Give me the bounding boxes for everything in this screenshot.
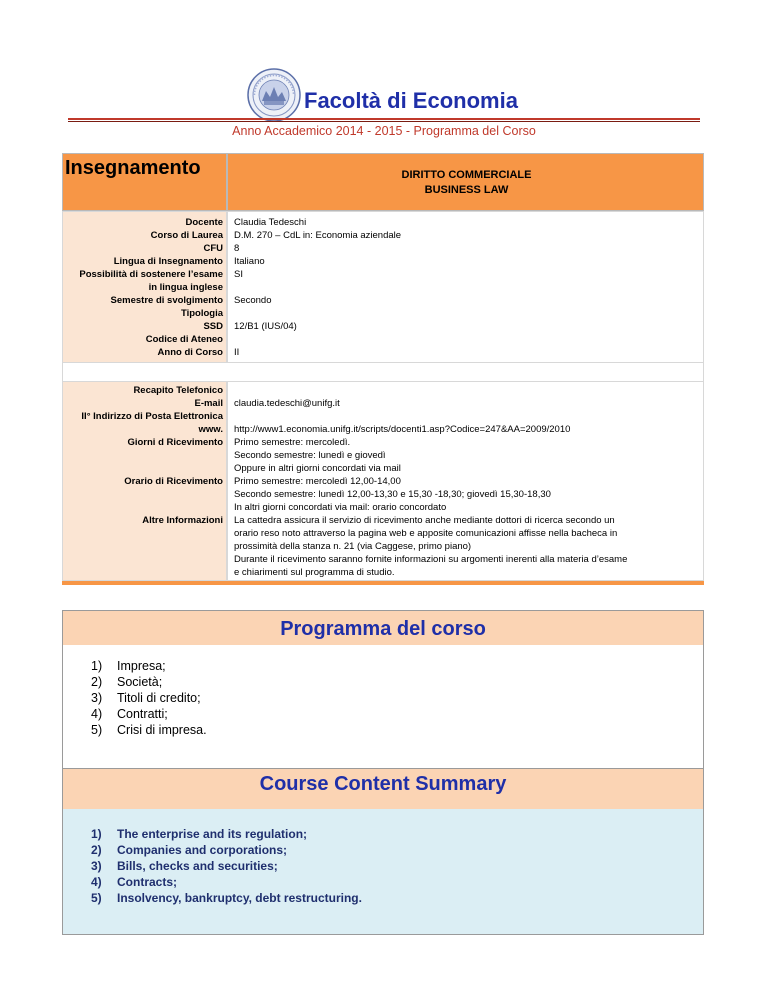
value-www-link[interactable]: http://www1.economia.unifg.it/scripts/docenti1.asp?Codice=247&AA=2009/2010	[234, 424, 571, 435]
list-text: Insolvency, bankruptcy, debt restructuring.	[117, 891, 362, 905]
altre-line-5: e chiarimenti sul programma di studio.	[234, 567, 395, 578]
list-number: 3)	[91, 691, 103, 705]
list-text: Contratti;	[117, 707, 168, 721]
label-codice-ateneo: Codice di Ateneo	[145, 334, 223, 345]
label-recapito-telefonico: Recapito Telefonico	[133, 385, 223, 396]
summary-header	[63, 769, 703, 809]
list-item	[91, 690, 207, 706]
contact-labels-column	[62, 381, 227, 581]
course-title-cell	[227, 153, 704, 211]
value-docente: Claudia Tedeschi	[234, 217, 307, 228]
value-anno-di-corso: II	[234, 347, 240, 358]
label-tipologia: Tipologia	[180, 308, 223, 319]
list-text: Società;	[117, 675, 163, 689]
header-divider	[68, 118, 700, 120]
label-cfu: CFU	[203, 243, 223, 254]
list-item	[91, 658, 207, 674]
label-esame-inglese: Possibilità di sostenere l’esame	[79, 269, 223, 280]
orario-line-3: In altri giorni concordati via mail: orario concordato	[234, 502, 447, 513]
programma-section	[62, 610, 704, 770]
value-esame-inglese: SI	[234, 269, 243, 280]
list-number: 5)	[91, 891, 102, 905]
altre-line-3: prossimità della stanza n. 21 (via Caggese, primo piano)	[234, 541, 472, 552]
value-ssd: 12/B1 (IUS/04)	[234, 321, 297, 332]
altre-line-4: Durante il ricevimento saranno fornite informazioni su argomenti inerenti alla materia d’esame	[234, 554, 628, 565]
giorni-line-3: Oppure in altri giorni concordati via mail	[234, 463, 401, 474]
altre-line-1: La cattedra assicura il servizio di ricevimento anche mediante dottori di ricerca secondo un	[234, 515, 615, 526]
insegnamento-label-cell	[62, 153, 227, 211]
value-cfu: 8	[234, 243, 240, 254]
list-item	[91, 826, 362, 842]
value-lingua: Italiano	[234, 256, 265, 267]
contact-values-column	[227, 381, 704, 581]
list-text: Crisi di impresa.	[117, 723, 207, 737]
list-number: 2)	[91, 843, 102, 857]
label-semestre: Semestre di svolgimento	[110, 295, 223, 306]
summary-title: Course Content Summary	[259, 773, 507, 795]
list-text: Impresa;	[117, 659, 166, 673]
course-title-english: BUSINESS LAW	[424, 184, 509, 196]
list-number: 5)	[91, 723, 103, 737]
list-item	[91, 674, 207, 690]
value-corso-di-laurea: D.M. 270 – CdL in: Economia aziendale	[234, 230, 402, 241]
list-item	[91, 874, 362, 890]
programma-list	[91, 658, 207, 738]
insegnamento-heading: Insegnamento	[65, 157, 201, 179]
label-orario-ricevimento: Orario di Ricevimento	[124, 476, 223, 487]
giorni-line-2: Secondo semestre: lunedì e giovedì	[234, 450, 386, 461]
label-anno-di-corso: Anno di Corso	[157, 347, 223, 358]
list-item	[91, 706, 207, 722]
list-text: Companies and corporations;	[117, 843, 288, 857]
list-text: Contracts;	[117, 875, 178, 889]
label-giorni-ricevimento: Giorni d Ricevimento	[127, 437, 223, 448]
label-email: E-mail	[194, 398, 223, 409]
value-email[interactable]: claudia.tedeschi@unifg.it	[234, 398, 340, 409]
list-item	[91, 842, 362, 858]
summary-list	[91, 826, 362, 906]
list-number: 4)	[91, 875, 102, 889]
list-number: 4)	[91, 707, 103, 721]
label-corso-di-laurea: Corso di Laurea	[150, 230, 223, 241]
header-divider-secondary	[68, 121, 700, 122]
label-secondary-email: II° Indirizzo di Posta Elettronica	[81, 411, 223, 422]
label-docente: Docente	[185, 217, 223, 228]
giorni-line-1: Primo semestre: mercoledì.	[234, 437, 351, 448]
university-seal-logo	[246, 67, 302, 123]
list-item	[91, 890, 362, 906]
list-number: 1)	[91, 827, 102, 841]
faculty-title: Facoltà di Economia	[304, 88, 518, 113]
value-semestre: Secondo	[234, 295, 272, 306]
list-number: 2)	[91, 675, 103, 689]
programma-header	[63, 611, 703, 645]
list-number: 1)	[91, 659, 103, 673]
course-title: DIRITTO COMMERCIALE	[401, 169, 532, 181]
academic-year-subtitle: Anno Accademico 2014 - 2015 - Programma del Corso	[232, 124, 536, 138]
list-text: The enterprise and its regulation;	[117, 827, 308, 841]
table-spacer	[62, 363, 704, 381]
altre-line-2: orario reso noto attraverso la pagina web e apposite comunicazioni affisse nella bacheca in	[234, 528, 618, 539]
list-text: Bills, checks and securities;	[117, 859, 278, 873]
label-www: www.	[198, 424, 223, 435]
label-ssd: SSD	[203, 321, 223, 332]
list-number: 3)	[91, 859, 102, 873]
list-text: Titoli di credito;	[117, 691, 201, 705]
list-item	[91, 722, 207, 738]
course-info-table	[62, 153, 704, 585]
label-lingua: Lingua di Insegnamento	[113, 256, 223, 267]
summary-section	[62, 768, 704, 935]
list-item	[91, 858, 362, 874]
table-bottom-bar	[62, 581, 704, 585]
info-labels-column	[62, 211, 227, 363]
orario-line-1: Primo semestre: mercoledì 12,00-14,00	[234, 476, 401, 487]
label-altre-informazioni: Altre Informazioni	[142, 515, 223, 526]
info-values-column	[227, 211, 704, 363]
label-esame-inglese-line2: in lingua inglese	[148, 282, 223, 293]
orario-line-2: Secondo semestre: lunedì 12,00-13,30 e 15,30 -18,30; giovedì 15,30-18,30	[234, 489, 551, 500]
programma-title: Programma del corso	[280, 618, 486, 640]
